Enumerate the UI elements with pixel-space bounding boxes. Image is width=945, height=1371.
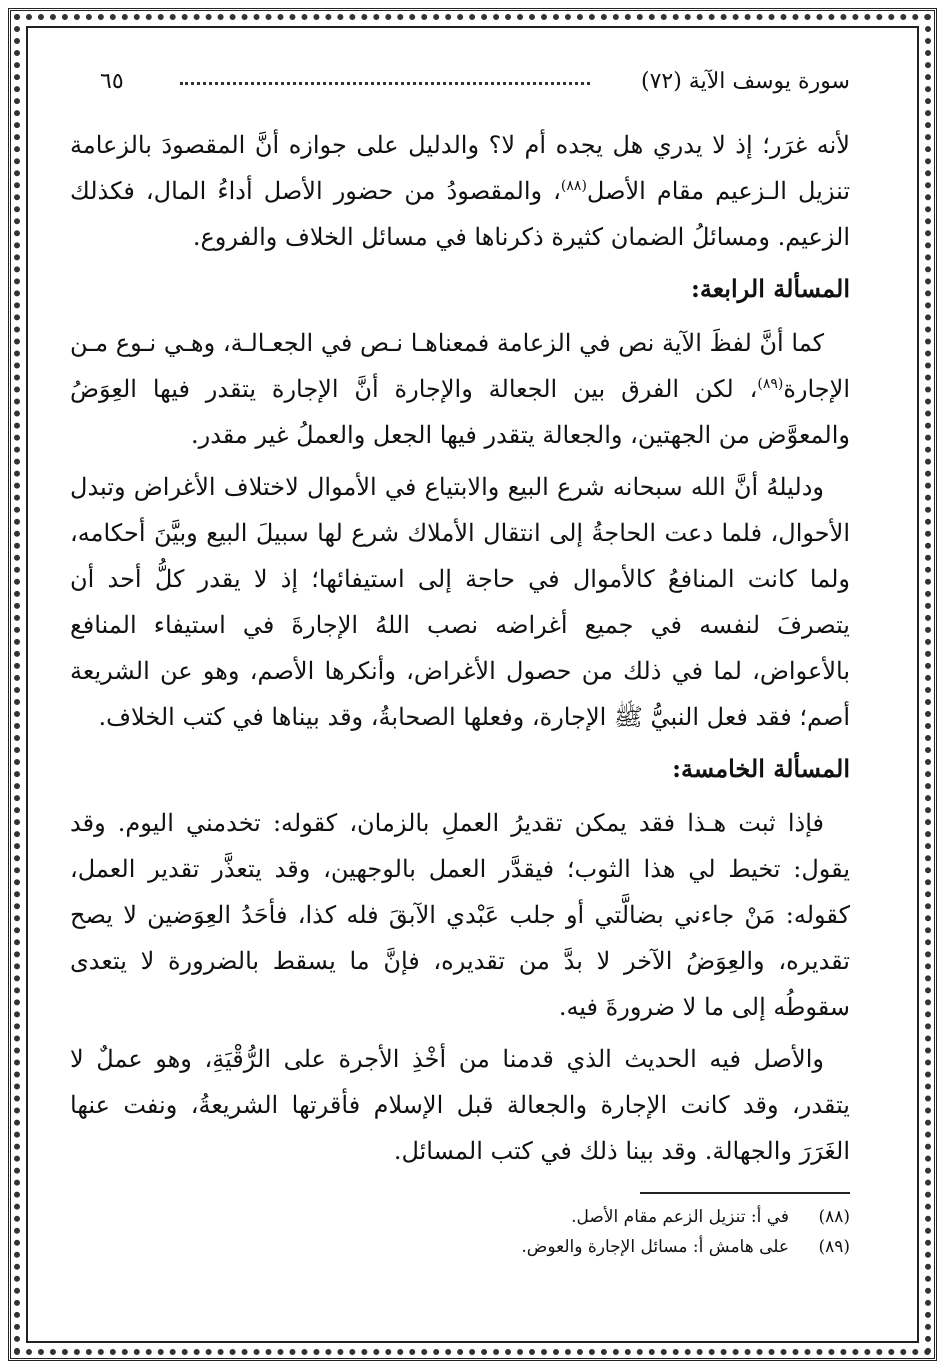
- footnote-text: في أ: تنزيل الزعم مقام الأصل.: [571, 1207, 790, 1227]
- footnote-separator: [640, 1192, 850, 1194]
- paragraph-3: ودليلهُ أنَّ الله سبحانه شرع البيع والابتياع في الأموال لاختلاف الأغراض وتبدل الأحوال، فلما دعت الحاجةُ إلى انتقال الأملاك شرع لها سبيلَ البيع وبيَّنَ أحكامه، ولما كانت المنافعُ كالأموال في حاجة إلى استيفائها؛ إذ لا يقدر كلُّ أحد أن يتصرفَ لنفسه في جميع أغراضه نصب اللهُ الإجارةَ في استيفاء المنافع بالأعواض، لما في ذلك من حصول الأغراض، وأنكرها الأصم، وهو عن الشريعة أصم؛ فقد فعل النبيُّ ﷺ الإجارة، وفعلها الصحابةُ، وقد بيناها في كتب الخلاف.: [70, 473, 850, 731]
- heading-fourth-issue: المسألة الرابعة:: [691, 274, 850, 303]
- footnote-89: [70, 1232, 850, 1262]
- footnote-text: على هامش أ: مسائل الإجارة والعوض.: [521, 1237, 790, 1257]
- footnote-number: (٨٨): [818, 1207, 850, 1227]
- running-header: [70, 60, 850, 104]
- footnote-number: (٨٩): [818, 1237, 850, 1257]
- paragraph-1: لأنه غرَر؛ إذ لا يدري هل يجده أم لا؟ والدليل على جوازه أنَّ المقصودَ بالزعامة تنزيل الـزعيم مقام الأصل$^{(٨٨)}$، والمقصودُ من حضور الأصل أداءُ المال، فكذلك الزعيم. ومسائلُ الضمان كثيرة ذكرناها في مسائل الخلاف والفروع.: [70, 131, 851, 251]
- book-page: [70, 60, 850, 1300]
- header-leader-dots: [180, 82, 590, 85]
- footnotes: [70, 1192, 850, 1262]
- footnote-ref-88: (٨٨): [560, 178, 587, 194]
- header-title: سورة يوسف الآية (٧٢): [640, 69, 850, 94]
- main-text: [70, 122, 850, 1174]
- page-number: ٦٥: [100, 69, 124, 94]
- footnote-ref-89: (٨٩): [757, 376, 784, 392]
- paragraph-5: والأصل فيه الحديث الذي قدمنا من أخْذِ الأجرة على الرُّقْيَةِ، وهو عملٌ لا يتقدر، وقد كانت الإجارة والجعالة قبل الإسلام فأقرتها الشريعةُ، ونفت عنها الغَرَرَ والجهالة. وقد بينا ذلك في كتب المسائل.: [70, 1045, 850, 1165]
- heading-fifth-issue: المسألة الخامسة:: [672, 754, 850, 783]
- paragraph-4: فإذا ثبت هـذا فقد يمكن تقديرُ العملِ بالزمان، كقوله: تخدمني اليوم. وقد يقول: تخيط لي هذا الثوب؛ فيقدَّر العمل بالوجهين، وقد يتعذَّر تقدير العمل، كقوله: مَنْ جاءني بضالَّتي أو جلب عَبْدي الآبقَ فله كذا، فأحَدُ العِوَضين لا يصح تقديره، والعِوَضُ الآخر لا بدَّ من تقديره، فإنَّ ما يسقط بالضرورة لا يتعدى سقوطُه إلى ما لا ضرورةَ فيه.: [70, 809, 850, 1021]
- footnote-88: [70, 1202, 850, 1232]
- paragraph-2: كما أنَّ لفظَ الآية نص في الزعامة فمعناهـا نـص في الجعـالـة، وهـي نـوع مـن الإجارة$^{(٨٩)}$، لكن الفرق بين الجعالة والإجارة أنَّ الإجارة يتقدر فيها العِوَضُ والمعوَّض من الجهتين، والجعالة يتقدر فيها الجعل والعملُ غير مقدر.: [70, 329, 850, 449]
